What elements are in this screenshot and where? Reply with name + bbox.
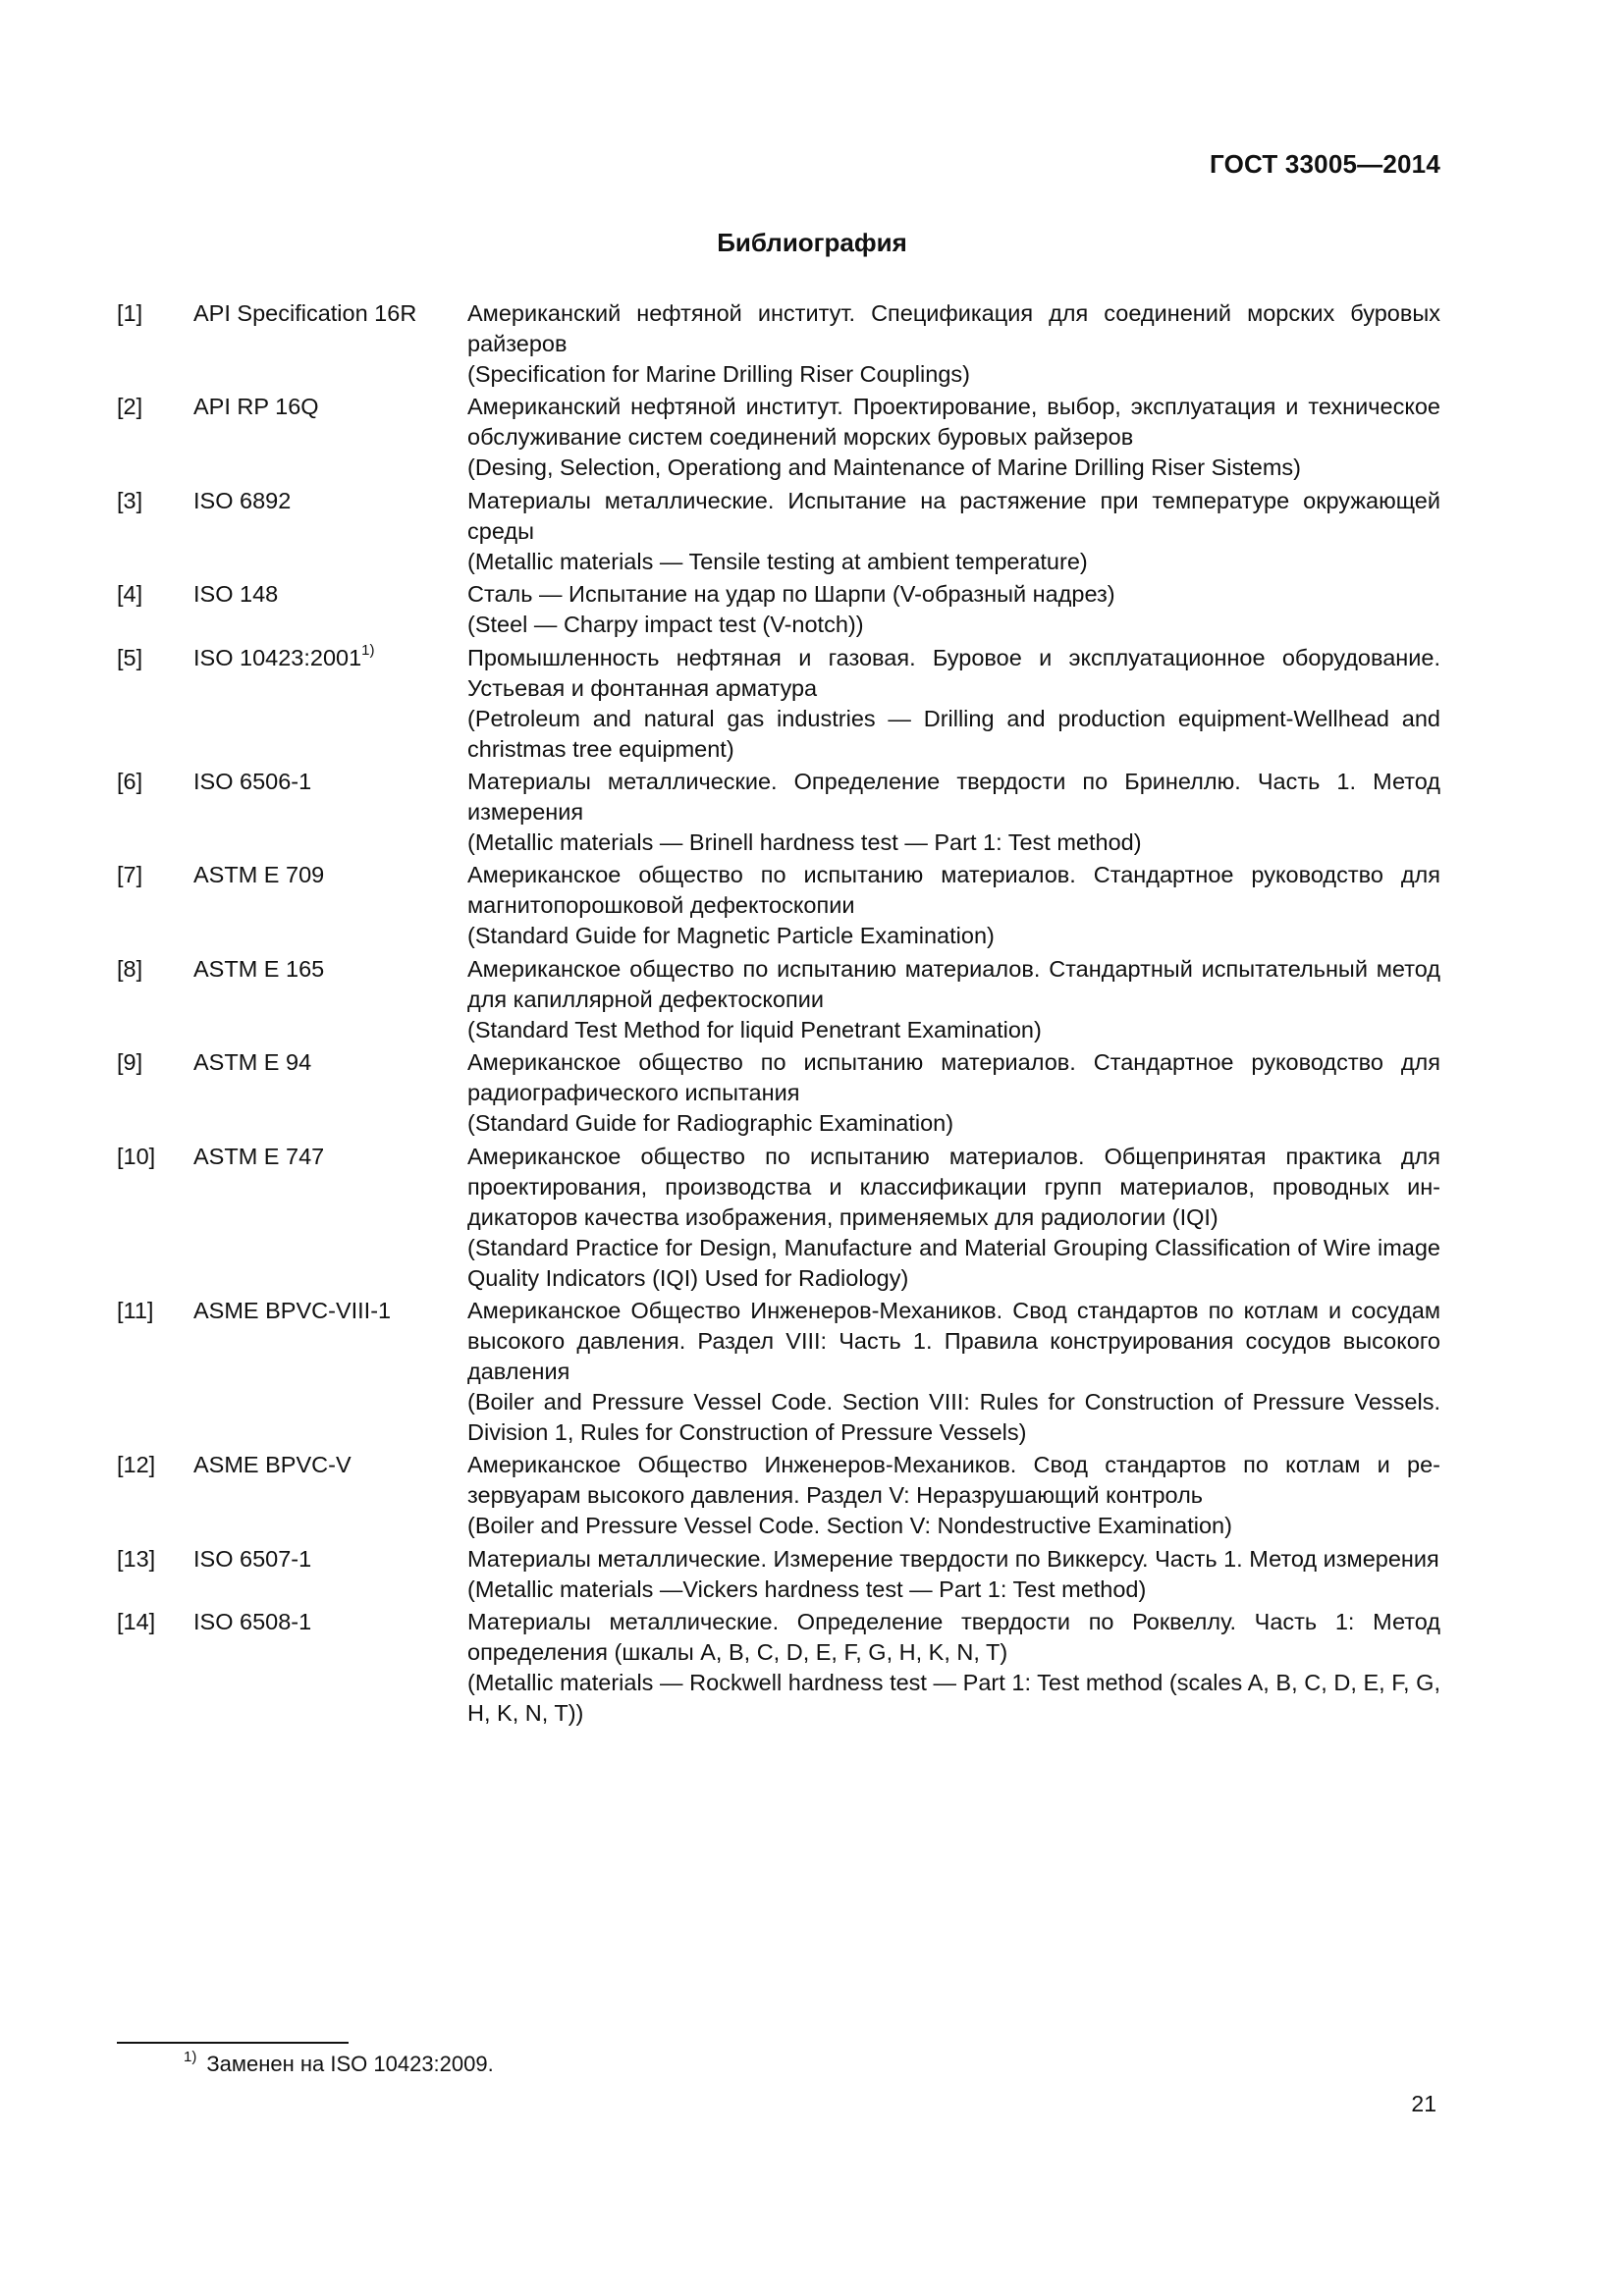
document-code: ГОСТ 33005—2014 — [1210, 149, 1440, 179]
entry-description — [467, 1142, 1440, 1294]
entry-description — [467, 767, 1440, 858]
entry-code-text: ISO 6507-1 — [193, 1545, 312, 1572]
entry-title-ru: Сталь — Испытание на удар по Шарпи (V-образный надрез) — [467, 581, 1115, 608]
entry-title-en: (Standard Practice for Design, Manufacture and Material Grouping Classification of Wire image Quality Indicators (IQI) Used for Radiology) — [467, 1234, 1440, 1291]
entry-code-text: ISO 6508-1 — [193, 1609, 312, 1635]
bibliography-entry — [117, 298, 1440, 390]
page-title: Библиография — [717, 228, 907, 257]
entry-title-ru: Материалы металлические. Определение твердости по Роквеллу. Часть 1: Метод определения (шкалы A, B, C, D, E, F, G, H, K, N, T) — [467, 1609, 1440, 1666]
entry-title-ru: Американское Общество Инженеров-Механиков. Свод стандартов по котлам и сосудам высокого давления. Раздел VIII: Часть 1. Правила конструирования сосудов высокого давления — [467, 1297, 1440, 1384]
footnote-marker: 1) — [184, 2048, 197, 2065]
entry-description — [467, 1047, 1440, 1139]
entry-code — [193, 1607, 467, 1729]
entry-description — [467, 860, 1440, 951]
entry-code — [193, 643, 467, 765]
entry-code-text: ASTM E 747 — [193, 1143, 325, 1169]
entry-code — [193, 1544, 467, 1605]
entry-code — [193, 1450, 467, 1541]
entry-title-ru: Американский нефтяной институт. Спецификация для соединений морских буровых райзеров — [467, 300, 1440, 356]
entry-title-ru: Американское общество по испытанию материалов. Стандартное руководство для радиографического испытания — [467, 1049, 1440, 1106]
bibliography-entry — [117, 1047, 1440, 1139]
entry-title-ru: Американское общество по испытанию материалов. Стандартный испытательный метод для капиллярной дефектоскопии — [467, 955, 1440, 1012]
entry-code-text: ISO 148 — [193, 581, 279, 608]
entry-code-text: ISO 6506-1 — [193, 768, 312, 794]
entry-title-ru: Американский нефтяной институт. Проектирование, выбор, эксплуатация и техническое обслуживание систем соединений морских буровых райзеров — [467, 394, 1440, 451]
bibliography-entry — [117, 1142, 1440, 1294]
entry-number: [10] — [117, 1143, 156, 1169]
bibliography-entry — [117, 392, 1440, 483]
entry-code — [193, 767, 467, 858]
entry-title-ru: Материалы металлические. Определение твердости по Бринеллю. Часть 1. Метод измерения — [467, 768, 1440, 825]
entry-number: [2] — [117, 394, 143, 420]
entry-title-en: (Desing, Selection, Operationg and Maintenance of Marine Drilling Riser Sistems) — [467, 454, 1301, 481]
bibliography-entry — [117, 1544, 1440, 1605]
entry-number: [3] — [117, 487, 143, 513]
entry-title-en: (Petroleum and natural gas industries — Drilling and production equipment-Wellhead and christmas tree equipment) — [467, 705, 1440, 762]
entry-code-text: ASTM E 709 — [193, 862, 325, 888]
footnote-text: Заменен на ISO 10423:2009. — [206, 2052, 494, 2076]
entry-number: [11] — [117, 1297, 154, 1323]
entry-number: [9] — [117, 1049, 143, 1076]
entry-title-en: (Standard Guide for Radiographic Examination) — [467, 1110, 954, 1137]
bibliography-entry — [117, 954, 1440, 1045]
entry-code-text: ASTM E 165 — [193, 955, 325, 982]
entry-code-text: ASME BPVC-VIII-1 — [193, 1297, 392, 1323]
bibliography-entry — [117, 579, 1440, 640]
entry-number: [4] — [117, 581, 143, 608]
entry-number: [13] — [117, 1545, 156, 1572]
entry-description — [467, 486, 1440, 577]
entry-code — [193, 298, 467, 390]
page-number: 21 — [1411, 2091, 1436, 2116]
bibliography-entry — [117, 486, 1440, 577]
entry-description — [467, 579, 1440, 640]
entry-title-ru: Материалы металлические. Испытание на растяжение при температуре окружающей среды — [467, 487, 1440, 544]
entry-code — [193, 1047, 467, 1139]
entry-description — [467, 1607, 1440, 1729]
entry-code-text: ISO 10423:2001 — [193, 644, 362, 670]
entry-code-text: API RP 16Q — [193, 394, 319, 420]
entry-description — [467, 1450, 1440, 1541]
entry-description — [467, 954, 1440, 1045]
entry-title-en: (Metallic materials —Vickers hardness test — Part 1: Test method) — [467, 1575, 1147, 1602]
entry-code — [193, 1296, 467, 1448]
bibliography-list — [117, 298, 1440, 1731]
entry-title-ru: Американское общество по испытанию материалов. Общепринятая практика для проектирования, производства и классификации групп материалов, проводных индикаторов качества изображения, применяемых для радиологии (IQI) — [467, 1143, 1440, 1230]
entry-title-ru: Промышленность нефтяная и газовая. Буровое и эксплуатационное оборудование. Устьевая и фонтанная арматура — [467, 644, 1440, 701]
entry-code — [193, 860, 467, 951]
entry-code — [193, 954, 467, 1045]
entry-number: [8] — [117, 955, 143, 982]
bibliography-entry — [117, 1296, 1440, 1448]
entry-title-en: (Standard Test Method for liquid Penetrant Examination) — [467, 1016, 1042, 1042]
entry-number: [12] — [117, 1452, 156, 1478]
entry-number: [7] — [117, 862, 143, 888]
entry-number: [1] — [117, 300, 143, 326]
entry-code — [193, 486, 467, 577]
entry-code — [193, 392, 467, 483]
entry-title-en: (Specification for Marine Drilling Riser Couplings) — [467, 361, 970, 387]
entry-description — [467, 298, 1440, 390]
entry-code-text: ASTM E 94 — [193, 1049, 312, 1076]
entry-number: [5] — [117, 644, 143, 670]
footnote — [184, 2048, 494, 2077]
entry-description — [467, 392, 1440, 483]
entry-description — [467, 1544, 1440, 1605]
entry-title-en: (Metallic materials — Rockwell hardness test — Part 1: Test method (scales A, B, C, D, E, F, G, H, K, N, T)) — [467, 1670, 1440, 1727]
footnote-divider — [117, 2042, 349, 2044]
entry-code-text: ISO 6892 — [193, 487, 292, 513]
bibliography-entry — [117, 860, 1440, 951]
entry-title-ru: Американское общество по испытанию материалов. Стандартное руководство для магнитопорошковой дефектоскопии — [467, 862, 1440, 919]
footnote-reference: 1) — [361, 641, 375, 659]
entry-description — [467, 643, 1440, 765]
entry-title-en: (Steel — Charpy impact test (V-notch)) — [467, 612, 864, 638]
entry-title-en: (Standard Guide for Magnetic Particle Examination) — [467, 923, 995, 949]
entry-title-en: (Metallic materials — Brinell hardness test — Part 1: Test method) — [467, 828, 1142, 855]
entry-code — [193, 579, 467, 640]
entry-title-ru: Материалы металлические. Измерение твердости по Виккерсу. Часть 1. Метод измерения — [467, 1545, 1439, 1572]
entry-number: [14] — [117, 1609, 156, 1635]
entry-description — [467, 1296, 1440, 1448]
entry-title-en: (Boiler and Pressure Vessel Code. Section V: Nondestructive Examination) — [467, 1513, 1232, 1539]
bibliography-entry — [117, 1607, 1440, 1729]
entry-title-en: (Metallic materials — Tensile testing at ambient temperature) — [467, 548, 1088, 574]
entry-code-text: ASME BPVC-V — [193, 1452, 352, 1478]
entry-code-text: API Specification 16R — [193, 300, 417, 326]
entry-number: [6] — [117, 768, 143, 794]
bibliography-entry — [117, 643, 1440, 765]
entry-title-en: (Boiler and Pressure Vessel Code. Section VIII: Rules for Construction of Pressure Vessels. Division 1, Rules for Construction of Pressure Vessels) — [467, 1388, 1440, 1445]
bibliography-entry — [117, 1450, 1440, 1541]
entry-code — [193, 1142, 467, 1294]
entry-title-ru: Американское Общество Инженеров-Механиков. Свод стандартов по котлам и резервуарам высокого давления. Раздел V: Неразрушающий контроль — [467, 1452, 1440, 1509]
bibliography-entry — [117, 767, 1440, 858]
